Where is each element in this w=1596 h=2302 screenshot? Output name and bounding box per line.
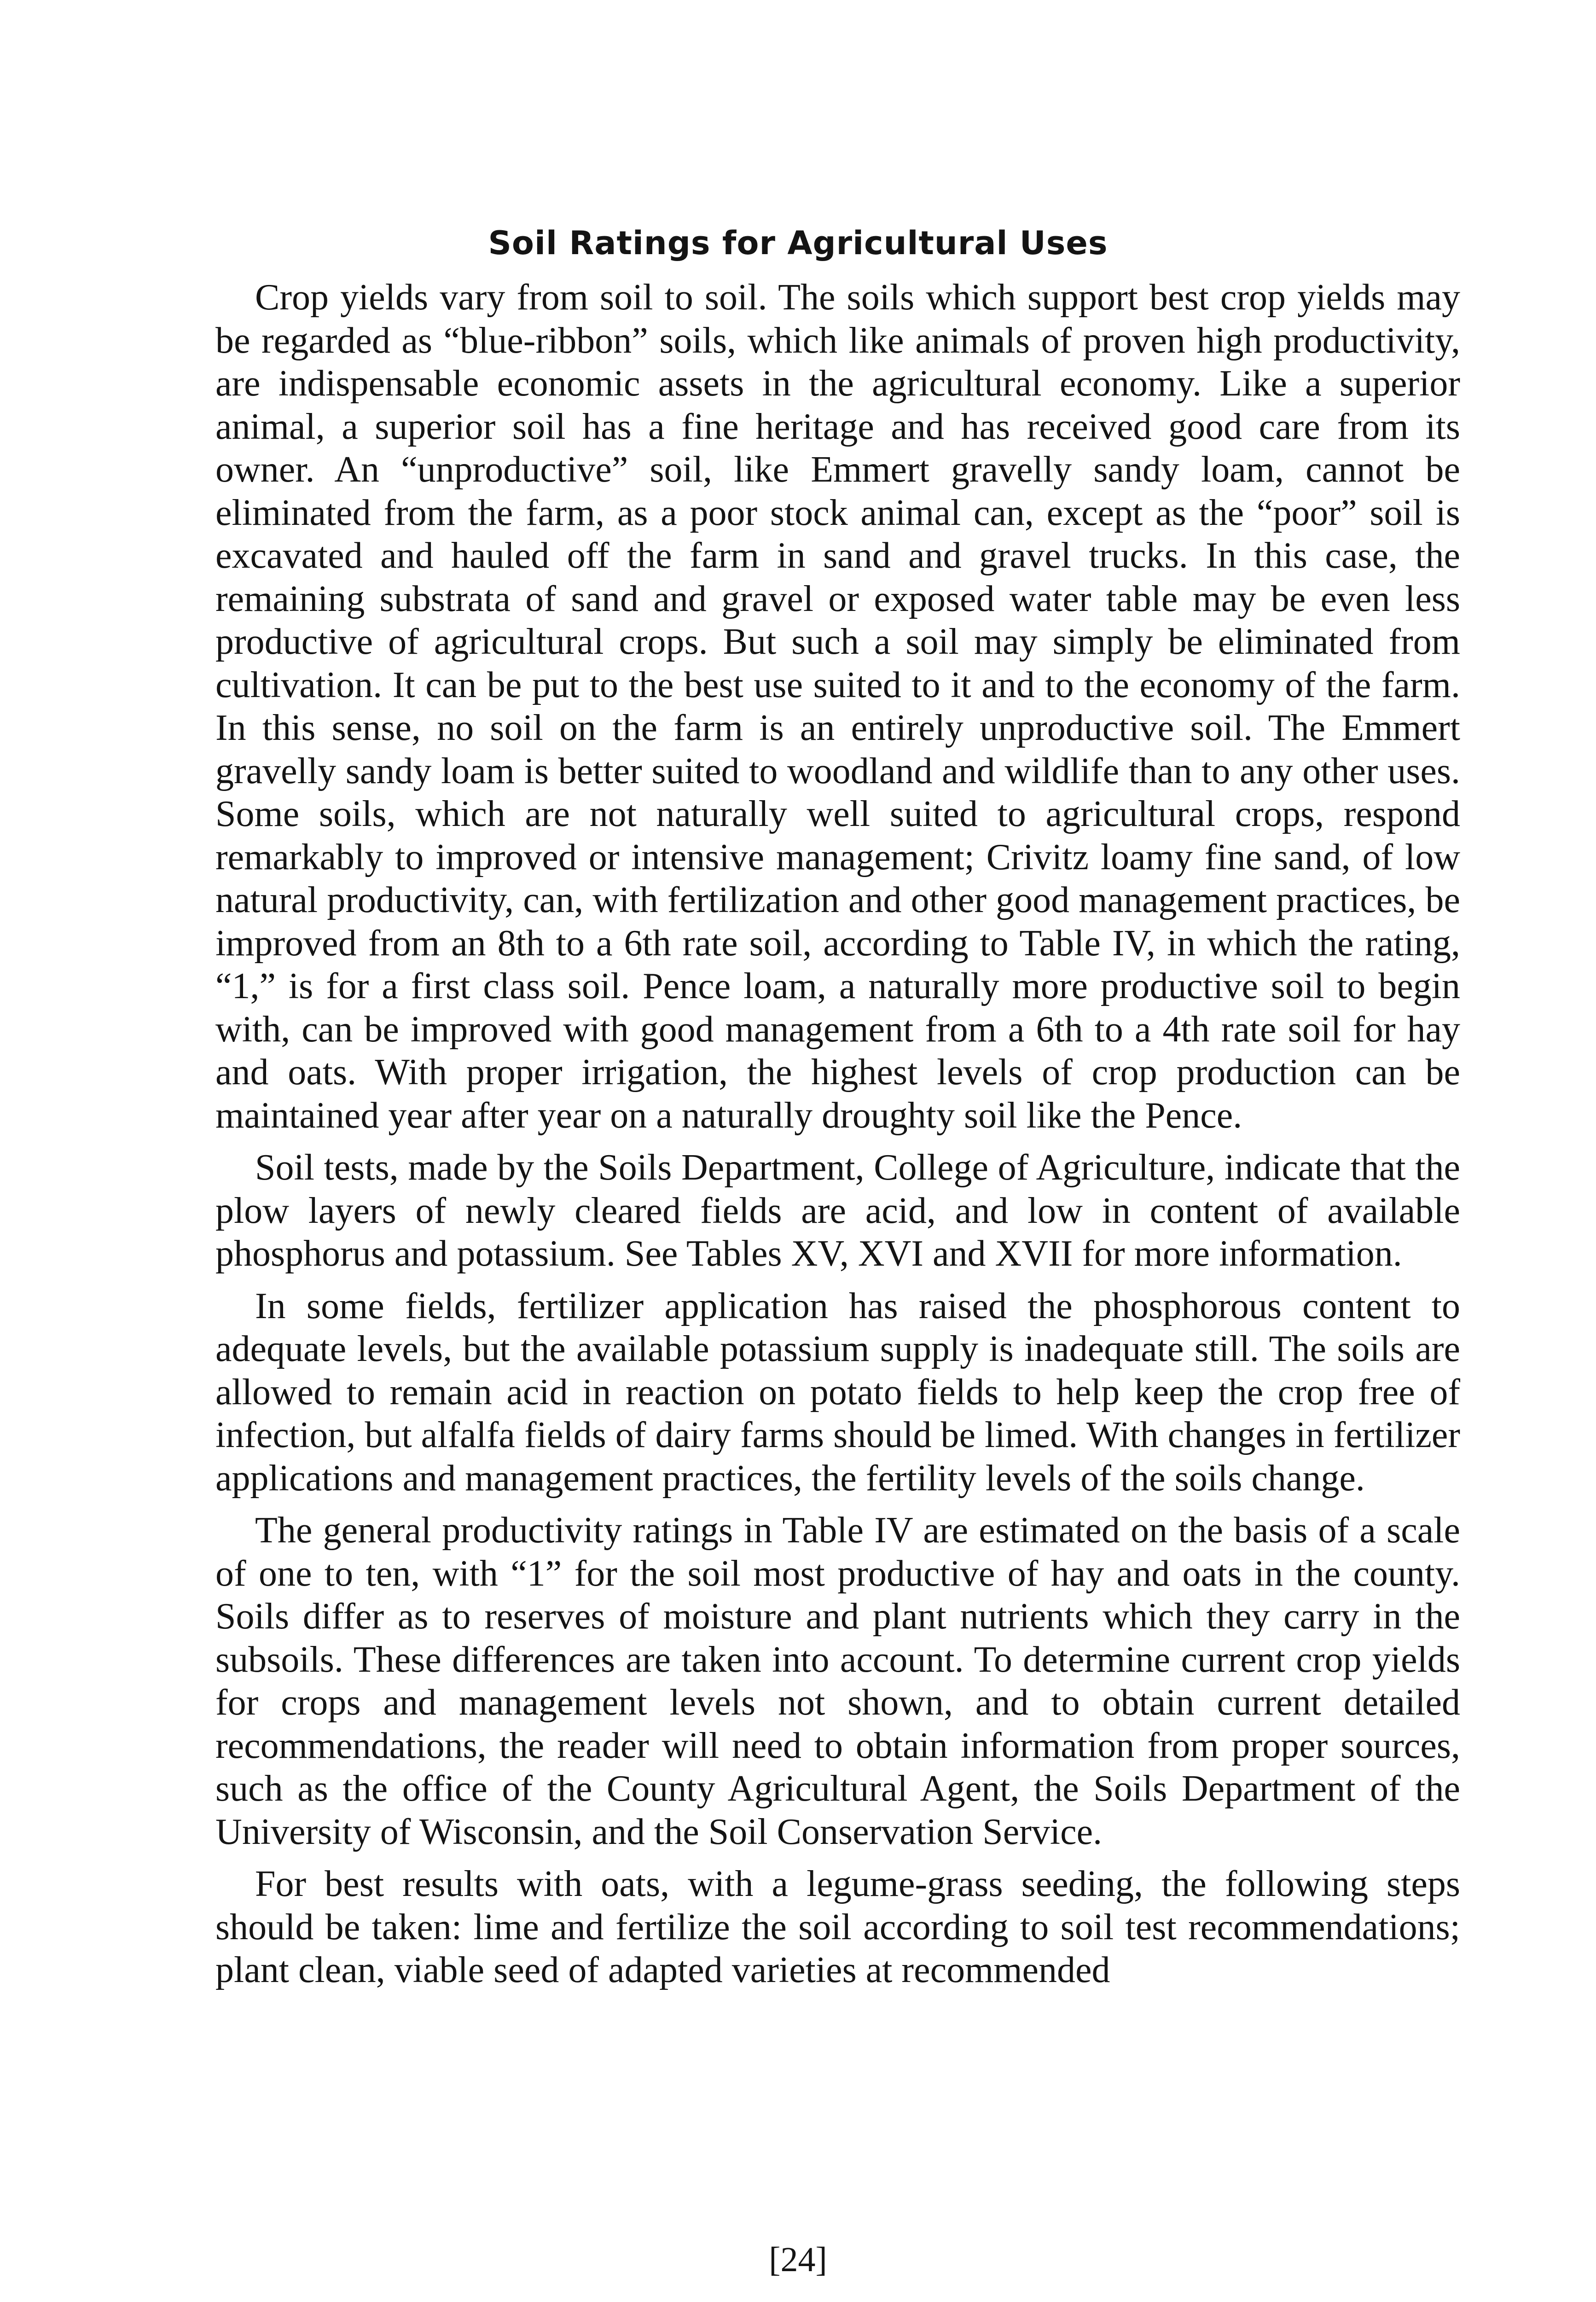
paragraph-soil-quality: Crop yields vary from soil to soil. The soils which support best crop yields may be regarded as “blue-ribbon” soils, which like animals of proven high productivity, are indispensable economic assets in the agricultural economy. Like a superior animal, a superior soil has a fine heritage and has received good care from its owner. An “unproductive” soil, like Emmert gravelly sandy loam, cannot be eliminated from the farm, as a poor stock animal can, except as the “poor” soil is excavated and hauled off the farm in sand and gravel trucks. In this case, the remaining substrata of sand and gravel or exposed water table may be even less productive of agricultural crops. But such a soil may simply be eliminated from cultivation. It can be put to the best use suited to it and to the economy of the farm. In this sense, no soil on the farm is an entirely unproductive soil. The Emmert gravelly sandy loam is better suited to woodland and wildlife than to any other uses. Some soils, which are not naturally well suited to agricultural crops, respond remarkably to improved or intensive management; Crivitz loamy fine sand, of low natural productivity, can, with fertilization and other good management practices, be improved from an 8th to a 6th rate soil, according to Table IV, in which the rating, “1,” is for a first class soil. Pence loam, a naturally more productive soil to begin with, can be improved with good management from a 6th to a 4th rate soil for hay and oats. With proper irrigation, the highest levels of crop production can be maintained year after year on a naturally droughty soil like the Pence. bbox=[215, 277, 1460, 1136]
paragraph-oats-recommendations: For best results with oats, with a legume-grass seeding, the following steps should be taken: lime and fertilize the soil according to soil test recommendations; plant clean, viable seed of adapted varieties at recommended bbox=[215, 1864, 1460, 1990]
page-number: [24] bbox=[769, 2240, 827, 2279]
paragraph-productivity-ratings: The general productivity ratings in Table IV are estimated on the basis of a scale of one to ten, with “1” for the soil most productive of hay and oats in the county. Soils differ as to reserves of moisture and plant nutrients which they carry in the subsoils. These differences are taken into account. To determine current crop yields for crops and management levels not shown, and to obtain current detailed recommendations, the reader will need to obtain information from proper sources, such as the office of the County Agricultural Agent, the Soils Department of the University of Wisconsin, and the Soil Conservation Service. bbox=[215, 1510, 1460, 1852]
paragraph-fertilizer: In some fields, fertilizer application has raised the phosphorous content to adequate levels, but the available potassium supply is inadequate still. The soils are allowed to remain acid in reaction on potato fields to help keep the crop free of infection, but alfalfa fields of dairy farms should be limed. With changes in fertilizer applications and management practices, the fertility levels of the soils change. bbox=[215, 1285, 1460, 1499]
body-text bbox=[215, 276, 1460, 2001]
paragraph-soil-tests: Soil tests, made by the Soils Department, College of Agriculture, indicate that the plow layers of newly cleared fields are acid, and low in content of available phosphorus and potassium. See Tables XV, XVI and XVII for more information. bbox=[215, 1147, 1460, 1274]
section-heading: Soil Ratings for Agricultural Uses bbox=[488, 224, 1108, 262]
